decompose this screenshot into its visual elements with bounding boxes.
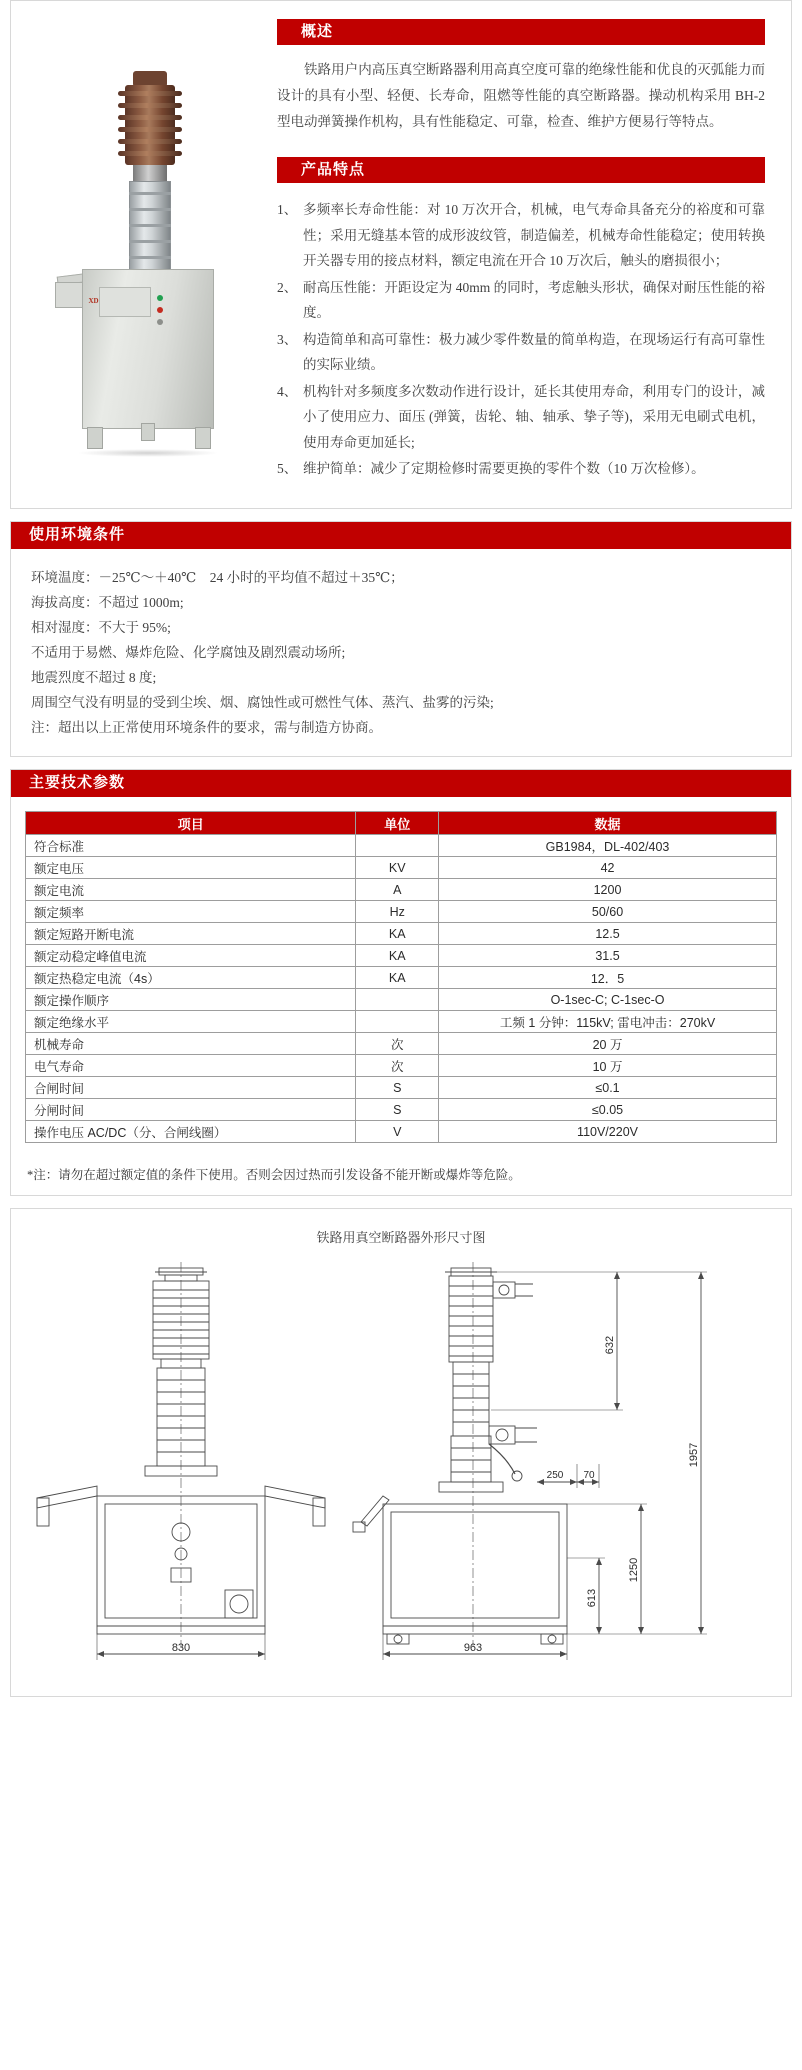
indicator-grey xyxy=(157,319,163,325)
list-text: 机构针对多频度多次数动作进行设计，延长其使用寿命，利用专门的设计，减小了使用应力、面压 (弹簧，齿轮、轴、轴承、挚子等)，采用无电刷式电机，使用寿命更加延长; xyxy=(303,383,765,450)
cell-value: ≤0.1 xyxy=(439,1077,777,1099)
cell-unit: 次 xyxy=(356,1033,439,1055)
table-row xyxy=(26,923,777,945)
cell-item: 额定频率 xyxy=(26,901,356,923)
dim-upper-height: 632 xyxy=(604,1335,616,1355)
env-line: 注：超出以上正常使用环境条件的要求，需与制造方协商。 xyxy=(31,720,382,735)
dim-side-width: 963 xyxy=(463,1642,483,1654)
cell-value: 12．5 xyxy=(439,967,777,989)
cell-value: 20 万 xyxy=(439,1033,777,1055)
environment-heading: 使用环境条件 xyxy=(11,522,791,549)
overview-paragraph: 铁路用户内高压真空断路器利用高真空度可靠的绝缘性能和优良的灭弧能力而设计的具有小型、轻便、长寿命，阻燃等性能的真空断路器。操动机构采用 BH-2 型电动弹簧操作机构，具有性能稳定、可靠，检查、维护方便易行等特点。 xyxy=(277,62,765,129)
cell-value: GB1984，DL-402/403 xyxy=(439,835,777,857)
cell-item: 额定动稳定峰值电流 xyxy=(26,945,356,967)
cell-value: 31.5 xyxy=(439,945,777,967)
table-row xyxy=(26,1011,777,1033)
list-number: 1、 xyxy=(277,202,298,217)
cell-item: 操作电压 AC/DC（分、合闸线圈） xyxy=(26,1121,356,1143)
panel-marking: XD xyxy=(88,297,99,305)
drawing-title: 铁路用真空断路器外形尺寸图 xyxy=(316,1230,486,1245)
specs-table-wrap xyxy=(11,797,791,1155)
table-row xyxy=(26,1077,777,1099)
cell-unit: V xyxy=(356,1121,439,1143)
specs-note: *注：请勿在超过额定值的条件下使用。否则会因过热而引发设备不能开断或爆炸等危险。 xyxy=(27,1168,521,1182)
table-row xyxy=(26,989,777,1011)
cell-unit: S xyxy=(356,1099,439,1121)
env-line: 环境温度：－25℃～＋40℃ 24 小时的平均值不超过＋35℃； xyxy=(31,570,404,585)
dim-offset-a: 250 xyxy=(546,1470,564,1481)
indicator-red xyxy=(157,307,163,313)
cell-item: 额定热稳定电流（4s） xyxy=(26,967,356,989)
cell-unit xyxy=(356,989,439,1011)
env-line: 地震烈度不超过 8 度; xyxy=(31,670,157,685)
features-list xyxy=(277,197,765,482)
cell-item: 机械寿命 xyxy=(26,1033,356,1055)
list-item xyxy=(277,327,765,378)
text-column xyxy=(269,11,783,496)
list-text: 维护简单：减少了定期检修时需要更换的零件个数（10 万次检修）。 xyxy=(303,461,705,476)
env-line: 海拔高度：不超过 1000m; xyxy=(31,595,184,610)
col-item: 项目 xyxy=(26,812,356,835)
list-number: 5、 xyxy=(277,461,298,476)
table-row xyxy=(26,1033,777,1055)
col-unit: 单位 xyxy=(356,812,439,835)
table-row xyxy=(26,901,777,923)
list-number: 3、 xyxy=(277,331,298,347)
list-item xyxy=(277,456,765,482)
specs-panel xyxy=(10,769,792,1196)
cell-value: 工频 1 分钟：115kV; 雷电冲击：270kV xyxy=(439,1011,777,1033)
specs-heading: 主要技术参数 xyxy=(11,770,791,797)
product-photo xyxy=(37,41,252,496)
env-line: 周围空气没有明显的受到尘埃、烟、腐蚀性或可燃性气体、蒸汽、盐雾的污染; xyxy=(31,695,494,710)
list-text: 多频率长寿命性能：对 10 万次开合，机械，电气寿命具备充分的裕度和可靠性；采用无缝基本管的成形波纹管，制造偏差，机械寿命性能稳定；使用转换开关器专用的接点材料，额定电流在开合 10 万次后，触头的磨损很小； xyxy=(303,202,765,268)
environment-panel xyxy=(10,521,792,757)
cell-value: 110V/220V xyxy=(439,1121,777,1143)
list-item xyxy=(277,379,765,456)
cell-value: 1200 xyxy=(439,879,777,901)
vacuum-interrupter-tube xyxy=(129,181,171,271)
foot-left xyxy=(87,427,103,449)
table-row xyxy=(26,857,777,879)
overview-heading: 概述 xyxy=(277,19,765,45)
brown-insulator xyxy=(125,85,175,165)
cell-unit xyxy=(356,835,439,857)
dim-front-width: 830 xyxy=(171,1642,191,1654)
control-panel xyxy=(99,287,151,317)
env-line: 不适用于易燃、爆炸危险、化学腐蚀及剧烈震动场所; xyxy=(31,645,346,660)
cell-item: 额定操作顺序 xyxy=(26,989,356,1011)
list-item xyxy=(277,197,765,274)
list-item xyxy=(277,275,765,326)
col-value: 数据 xyxy=(439,812,777,835)
cell-unit: A xyxy=(356,879,439,901)
side-view xyxy=(353,1262,707,1660)
overview-features-panel xyxy=(10,0,792,509)
env-line: 相对湿度：不大于 95%; xyxy=(31,620,171,635)
table-row xyxy=(26,967,777,989)
list-number: 4、 xyxy=(277,383,298,399)
foot-center xyxy=(141,423,155,441)
foot-right xyxy=(195,427,211,449)
dim-lower-height: 613 xyxy=(586,1588,598,1608)
cell-item: 符合标准 xyxy=(26,835,356,857)
cell-unit: KA xyxy=(356,923,439,945)
cell-unit: KA xyxy=(356,945,439,967)
dim-offset-b: 70 xyxy=(583,1470,595,1481)
cell-value: 42 xyxy=(439,857,777,879)
cell-value: 10 万 xyxy=(439,1055,777,1077)
indicator-green xyxy=(157,295,163,301)
features-heading: 产品特点 xyxy=(277,157,765,183)
list-text: 构造简单和高可靠性：极力减少零件数量的简单构造，在现场运行有高可靠性的实际业绩。 xyxy=(303,331,765,372)
list-number: 2、 xyxy=(277,279,298,295)
cell-value: 50/60 xyxy=(439,901,777,923)
front-view xyxy=(37,1262,325,1660)
dim-total-height: 1957 xyxy=(688,1442,700,1468)
table-row xyxy=(26,945,777,967)
dim-mid-height: 1250 xyxy=(628,1557,640,1583)
drawing-panel xyxy=(10,1208,792,1697)
cell-value: ≤0.05 xyxy=(439,1099,777,1121)
product-photo-column xyxy=(19,11,269,496)
cell-item: 额定绝缘水平 xyxy=(26,1011,356,1033)
cell-unit: Hz xyxy=(356,901,439,923)
cell-unit: 次 xyxy=(356,1055,439,1077)
cell-item: 额定短路开断电流 xyxy=(26,923,356,945)
cell-unit: KV xyxy=(356,857,439,879)
table-row xyxy=(26,1055,777,1077)
list-text: 耐高压性能：开距设定为 40mm 的同时，考虑触头形状，确保对耐压性能的裕度。 xyxy=(303,279,765,320)
table-header-row xyxy=(26,812,777,835)
photo-shadow xyxy=(77,449,219,457)
table-row xyxy=(26,1099,777,1121)
cell-unit xyxy=(356,1011,439,1033)
cell-unit: KA xyxy=(356,967,439,989)
specs-table xyxy=(25,811,777,1143)
cell-unit: S xyxy=(356,1077,439,1099)
table-row xyxy=(26,1121,777,1143)
cell-item: 额定电压 xyxy=(26,857,356,879)
cell-value: 12.5 xyxy=(439,923,777,945)
table-row xyxy=(26,835,777,857)
cell-item: 额定电流 xyxy=(26,879,356,901)
cell-item: 合闸时间 xyxy=(26,1077,356,1099)
cell-item: 电气寿命 xyxy=(26,1055,356,1077)
cell-value: O-1sec-C; C-1sec-O xyxy=(439,989,777,1011)
table-row xyxy=(26,879,777,901)
environment-body xyxy=(11,549,791,756)
cell-item: 分闸时间 xyxy=(26,1099,356,1121)
dimension-drawing xyxy=(21,1250,781,1680)
